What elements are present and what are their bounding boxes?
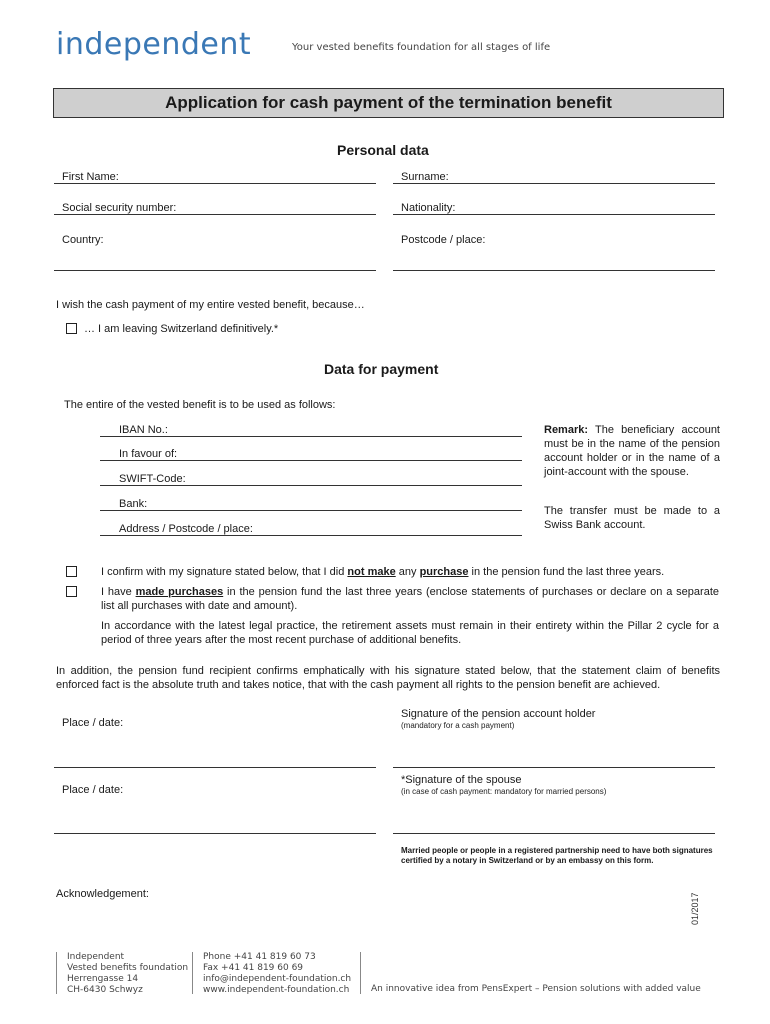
holder-signature-note: (mandatory for a cash payment) [401, 721, 515, 730]
first-name-field[interactable] [54, 183, 376, 184]
first-name-label: First Name: [62, 171, 119, 183]
ssn-label: Social security number: [62, 202, 177, 214]
acknowledgement-label: Acknowledgement: [56, 888, 149, 900]
postcode-label: Postcode / place: [401, 234, 486, 246]
legal-practice-note: In accordance with the latest legal practice, the retirement assets must remain in their entirety within the Pillar 2 cycle for a period of three years after the most recent purchase of additional benefits. [101, 620, 719, 646]
footer-divider-1 [56, 952, 57, 994]
place-date-label-2: Place / date: [62, 784, 124, 796]
remark-block: Remark: The beneficiary account must be in the name of the pension account holder or in the name of a joint-account with the spouse. [544, 424, 720, 478]
footer-address-line: Herrengasse 14 [67, 974, 139, 984]
footer-contact [203, 952, 351, 996]
made-purchases-checkbox[interactable] [66, 586, 77, 597]
holder-signature-field[interactable] [393, 767, 715, 768]
made-purchases-text: I have made purchases in the pension fund the last three years (enclose statements of purchases or declare on a separate list all purchases with date and amount). [101, 586, 719, 612]
footer-slogan: An innovative idea from PensExpert – Pension solutions with added value [371, 984, 701, 994]
footer-divider-3 [360, 952, 361, 994]
surname-label: Surname: [401, 171, 449, 183]
leaving-switzerland-label: … I am leaving Switzerland definitively.* [84, 323, 279, 335]
favour-label: In favour of: [119, 448, 178, 460]
no-purchase-text: I confirm with my signature stated below, that I did not make any purchase in the pension fund the last three years. [101, 566, 665, 578]
swift-label: SWIFT-Code: [119, 473, 186, 485]
bank-label: Bank: [119, 498, 148, 510]
nationality-field[interactable] [393, 214, 715, 215]
tagline: Your vested benefits foundation for all stages of life [292, 42, 551, 53]
spouse-signature-note: (in case of cash payment: mandatory for married persons) [401, 787, 607, 796]
no-purchase-checkbox[interactable] [66, 566, 77, 577]
footer-address [67, 952, 188, 996]
place-date-field-2[interactable] [54, 833, 376, 834]
spouse-signature-field[interactable] [393, 833, 715, 834]
footer-website-link[interactable]: www.independent-foundation.ch [203, 985, 350, 995]
footer-address-line: Vested benefits foundation [67, 963, 189, 973]
iban-field[interactable] [100, 436, 522, 437]
address-field[interactable] [100, 535, 522, 536]
footer-email-link[interactable]: info@independent-foundation.ch [203, 974, 352, 984]
holder-signature-label: Signature of the pension account holder [401, 708, 596, 720]
address-label: Address / Postcode / place: [119, 523, 253, 535]
place-date-field-1[interactable] [54, 767, 376, 768]
transfer-note: The transfer must be made to a Swiss Bank account. [544, 505, 720, 531]
country-label: Country: [62, 234, 104, 246]
payment-heading: Data for payment [324, 361, 439, 377]
footer-address-line: CH-6430 Schwyz [67, 985, 143, 995]
form-version: 01/2017 [690, 892, 700, 925]
place-date-label-1: Place / date: [62, 717, 124, 729]
form-title: Application for cash payment of the termination benefit [53, 88, 724, 118]
country-field[interactable] [54, 270, 376, 271]
wish-intro: I wish the cash payment of my entire vested benefit, because… [56, 299, 365, 311]
leaving-switzerland-checkbox[interactable] [66, 323, 77, 334]
payment-intro: The entire of the vested benefit is to be used as follows: [64, 399, 336, 411]
footer-divider-2 [192, 952, 193, 994]
footer-address-line: Independent [67, 952, 125, 962]
addition-statement: In addition, the pension fund recipient confirms emphatically with his signature stated below, that the statement claim of benefits enforced fact is the absolute truth and takes notice, that with the cash payment all rights to the pension benefit are achieved. [56, 665, 720, 691]
postcode-field[interactable] [393, 270, 715, 271]
ssn-field[interactable] [54, 214, 376, 215]
nationality-label: Nationality: [401, 202, 456, 214]
surname-field[interactable] [393, 183, 715, 184]
iban-label: IBAN No.: [119, 424, 168, 436]
favour-field[interactable] [100, 460, 522, 461]
foundation-logo: independent [56, 27, 252, 62]
married-note: Married people or people in a registered partnership need to have both signatures certified by a notary in Switzerland or by an embassy on this form. [401, 846, 713, 865]
footer-phone: Phone +41 41 819 60 73 [203, 952, 316, 962]
footer-fax: Fax +41 41 819 60 69 [203, 963, 304, 973]
personal-data-heading: Personal data [337, 142, 429, 158]
bank-field[interactable] [100, 510, 522, 511]
spouse-signature-label: *Signature of the spouse [401, 774, 522, 786]
swift-field[interactable] [100, 485, 522, 486]
